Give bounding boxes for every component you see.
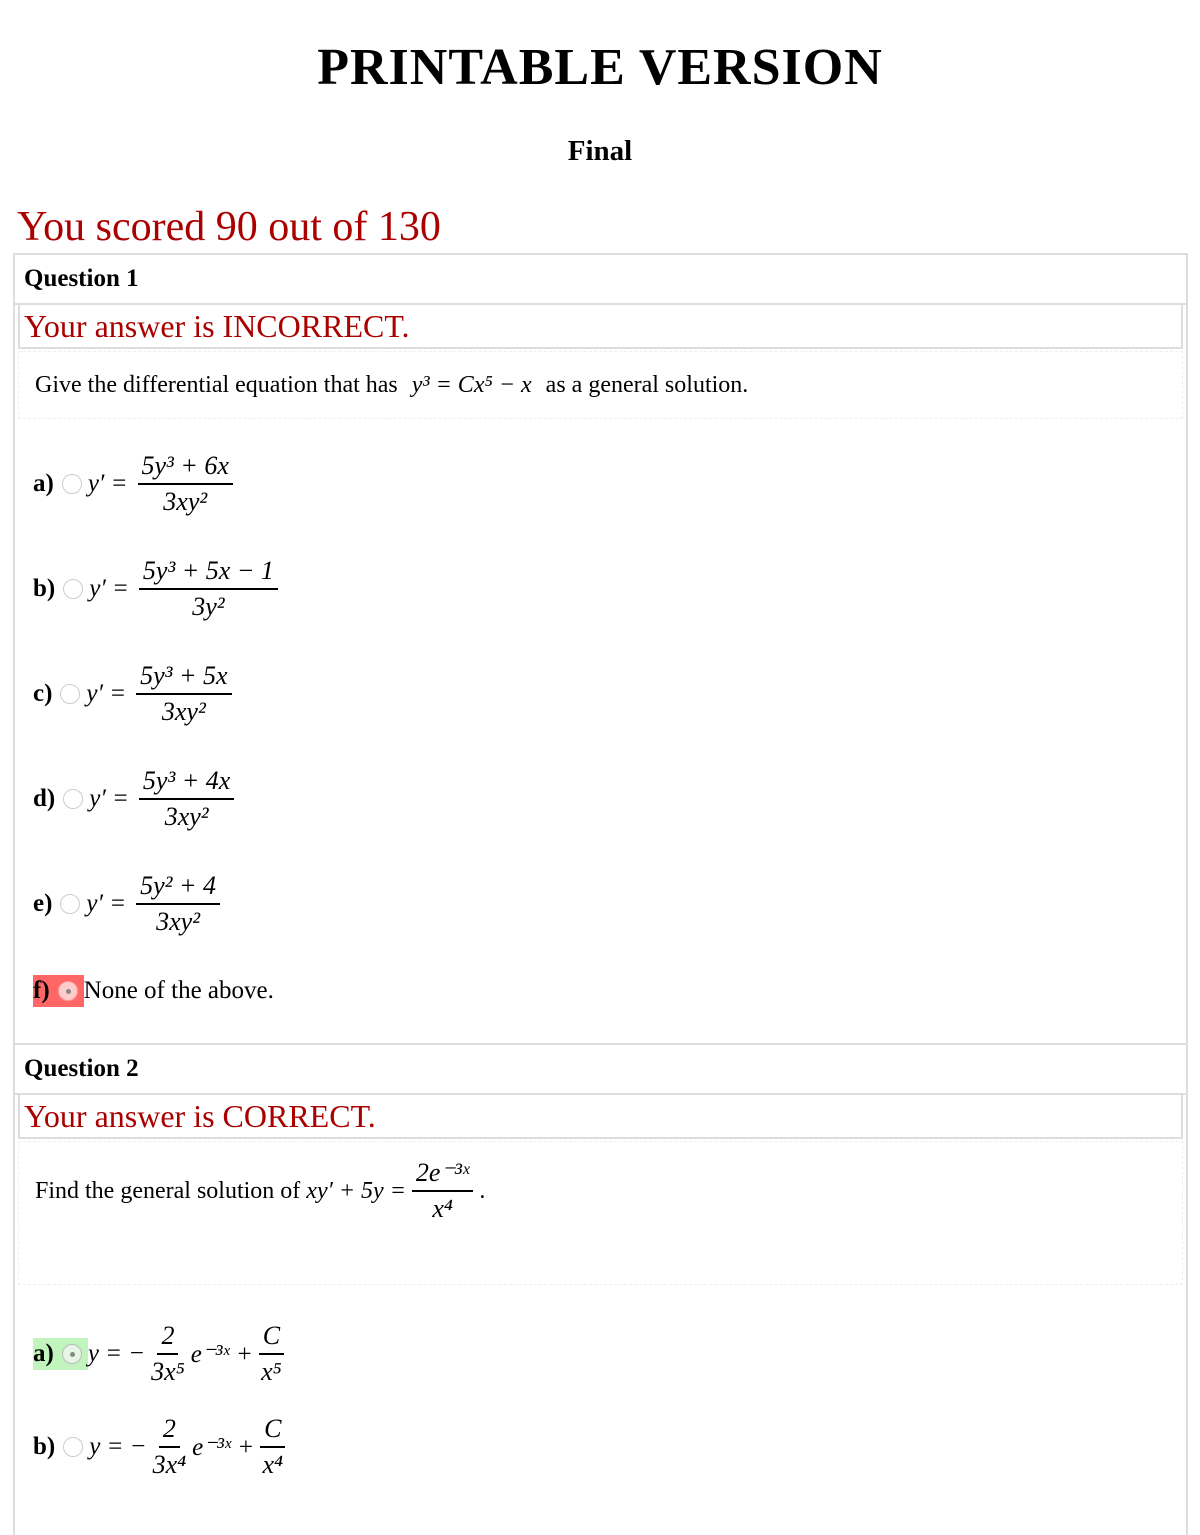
fraction (153, 1412, 187, 1482)
math-lhs: y′ = (89, 574, 129, 602)
score-text: You scored 90 out of 130 (17, 204, 441, 250)
text: . (479, 1178, 486, 1204)
math-lhs: y′ = (86, 679, 127, 707)
option-f[interactable] (33, 956, 1186, 1026)
option-e[interactable] (33, 851, 1186, 956)
numerator: C (259, 1319, 284, 1355)
radio-button[interactable] (60, 894, 80, 914)
option-letter: e) (33, 889, 53, 917)
fraction (151, 1319, 185, 1389)
fraction (136, 869, 220, 939)
question-text (18, 1141, 1183, 1285)
option-label-wrap[interactable] (33, 888, 86, 920)
fraction (139, 764, 234, 834)
radio-button[interactable] (58, 981, 78, 1001)
math-lhs: y = − (87, 1339, 146, 1367)
result-banner: Your answer is CORRECT. (18, 1095, 1183, 1139)
fraction (139, 554, 278, 624)
math-middle: e⁻³ˣ + (192, 1433, 255, 1461)
fraction (136, 659, 231, 729)
math-expression: y³ = Cx⁵ − x (411, 371, 532, 398)
math-expression: xy′ + 5y = (306, 1178, 406, 1204)
math-lhs: y′ = (86, 889, 127, 917)
options-list (15, 419, 1186, 1026)
question-2 (13, 1043, 1188, 1535)
option-a[interactable] (33, 1307, 1186, 1400)
numerator: 5y³ + 5x − 1 (139, 554, 278, 590)
option-letter: a) (33, 1339, 54, 1367)
math-middle: e⁻³ˣ + (190, 1340, 253, 1368)
fraction (412, 1156, 473, 1226)
option-text: None of the above. (83, 977, 274, 1004)
numerator: C (260, 1412, 285, 1448)
page-title: PRINTABLE VERSION (317, 39, 883, 96)
numerator: 5y³ + 5x (136, 659, 231, 695)
option-a[interactable] (33, 431, 1186, 536)
question-header: Question 2 (15, 1045, 1186, 1095)
option-letter: a) (33, 469, 54, 497)
question-header: Question 1 (15, 255, 1186, 305)
text: Give the differential equation that has (35, 371, 398, 398)
denominator: x⁵ (261, 1356, 282, 1386)
radio-button[interactable] (63, 579, 83, 599)
option-label-wrap[interactable] (33, 678, 86, 710)
numerator: 2e⁻³ˣ (412, 1156, 473, 1192)
option-letter: b) (33, 1432, 56, 1460)
math-lhs: y′ = (89, 784, 129, 812)
option-label-wrap[interactable] (33, 975, 84, 1007)
denominator: 3xy² (161, 696, 206, 726)
denominator: 3y² (192, 591, 225, 621)
radio-button[interactable] (62, 1344, 82, 1364)
radio-button[interactable] (63, 1437, 83, 1457)
option-letter: b) (33, 574, 56, 602)
text: as a general solution. (545, 371, 749, 398)
option-label-wrap[interactable] (33, 573, 89, 605)
option-b[interactable] (33, 536, 1186, 641)
denominator: 3xy² (156, 906, 200, 936)
numerator: 5y² + 4 (136, 869, 220, 905)
math-lhs: y′ = (87, 469, 128, 497)
denominator: 3xy² (164, 801, 209, 831)
denominator: x⁴ (432, 1194, 453, 1223)
option-d[interactable] (33, 746, 1186, 851)
option-label-wrap[interactable] (33, 1338, 88, 1370)
option-b[interactable] (33, 1400, 1186, 1493)
options-list (15, 1285, 1186, 1493)
numerator: 2 (159, 1412, 180, 1448)
result-banner: Your answer is INCORRECT. (18, 305, 1183, 349)
option-letter: f) (33, 977, 50, 1004)
math-lhs: y = − (89, 1432, 147, 1460)
denominator: 3xy² (163, 486, 208, 516)
option-c[interactable] (33, 641, 1186, 746)
numerator: 2 (157, 1319, 178, 1355)
option-label-wrap[interactable] (33, 468, 88, 500)
option-letter: c) (33, 679, 53, 707)
radio-button[interactable] (60, 684, 80, 704)
denominator: 3x⁵ (151, 1356, 185, 1386)
numerator: 5y³ + 4x (139, 764, 234, 800)
exam-name: Final (567, 135, 633, 167)
question-text (18, 351, 1183, 419)
denominator: x⁴ (262, 1449, 284, 1479)
option-letter: d) (33, 784, 56, 812)
radio-button[interactable] (63, 789, 83, 809)
fraction (260, 1412, 285, 1482)
denominator: 3x⁴ (152, 1449, 187, 1479)
text: Find the general solution of (35, 1178, 301, 1204)
numerator: 5y³ + 6x (138, 449, 233, 485)
fraction (138, 449, 233, 519)
fraction (259, 1319, 284, 1389)
question-1 (13, 253, 1188, 1045)
option-label-wrap[interactable] (33, 1431, 89, 1463)
option-label-wrap[interactable] (33, 783, 89, 815)
radio-button[interactable] (62, 474, 82, 494)
